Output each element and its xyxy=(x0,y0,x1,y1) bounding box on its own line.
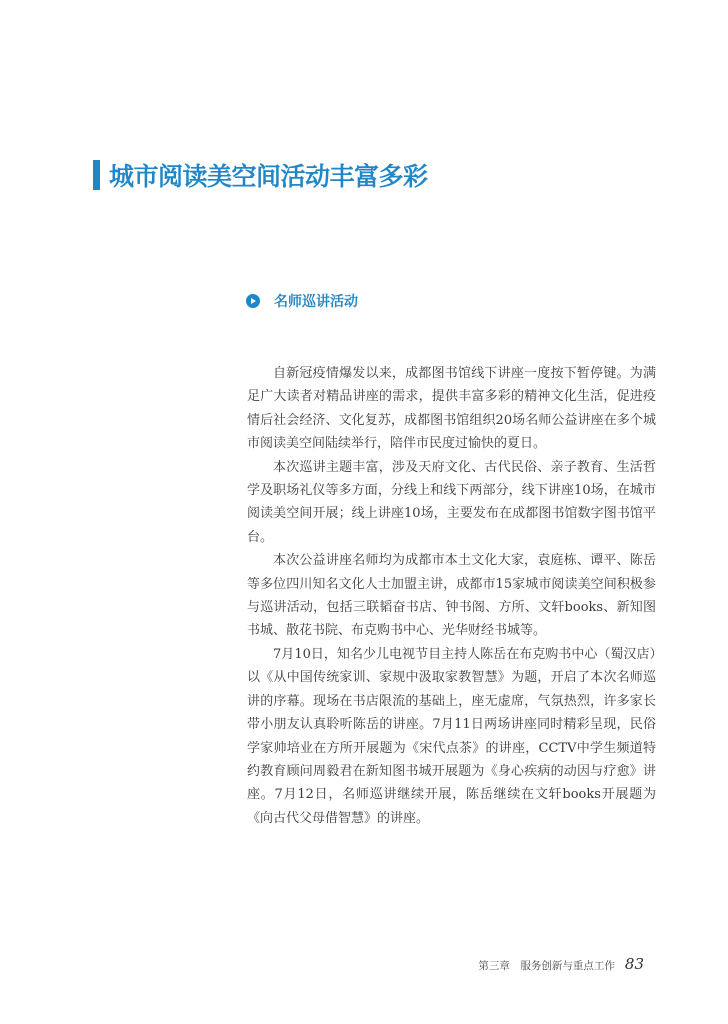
section-accent-bar xyxy=(93,160,100,190)
paragraph: 自新冠疫情爆发以来，成都图书馆线下讲座一度按下暂停键。为满足广大读者对精品讲座的需求，提供丰富多彩的精神文化生活，促进疫情后社会经济、文化复苏，成都图书馆组织20场名师公益讲座在多个城市阅读美空间陆续举行，陪伴市民度过愉快的夏日。 xyxy=(247,366,656,452)
article-body xyxy=(247,362,656,830)
subsection-header xyxy=(246,291,358,311)
chapter-label: 第三章 服务创新与重点工作 xyxy=(478,960,615,972)
page-footer xyxy=(478,955,644,973)
section-title: 城市阅读美空间活动丰富多彩 xyxy=(109,162,428,191)
page-number: 83 xyxy=(624,955,644,973)
subsection-title: 名师巡讲活动 xyxy=(274,294,358,310)
play-circle-icon xyxy=(246,294,260,308)
section-header xyxy=(93,157,428,193)
paragraph: 本次巡讲主题丰富，涉及天府文化、古代民俗、亲子教育、生活哲学及职场礼仪等多方面，分线上和线下两部分，线下讲座10场，在城市阅读美空间开展；线上讲座10场，主要发布在成都图书馆数字图书馆平台。 xyxy=(247,459,656,545)
paragraph: 本次公益讲座名师均为成都市本土文化大家，袁庭栋、谭平、陈岳等多位四川知名文化人士加盟主讲，成都市15家城市阅读美空间积极参与巡讲活动，包括三联韬奋书店、钟书阁、方所、文轩books、新知图书城、散花书院、布克购书中心、光华财经书城等。 xyxy=(247,553,656,639)
paragraph: 7月10日，知名少儿电视节目主持人陈岳在布克购书中心（蜀汉店）以《从中国传统家训、家规中汲取家教智慧》为题，开启了本次名师巡讲的序幕。现场在书店限流的基础上，座无虚席，气氛热烈，许多家长带小朋友认真聆听陈岳的讲座。7月11日两场讲座同时精彩呈现，民俗学家帅培业在方所开展题为《宋代点茶》的讲座，CCTV中学生频道特约教育顾问周毅君在新知图书城开展题为《身心疾病的动因与疗愈》讲座。7月12日，名师巡讲继续开展，陈岳继续在文轩books开展题为《向古代父母借智慧》的讲座。 xyxy=(247,646,656,826)
